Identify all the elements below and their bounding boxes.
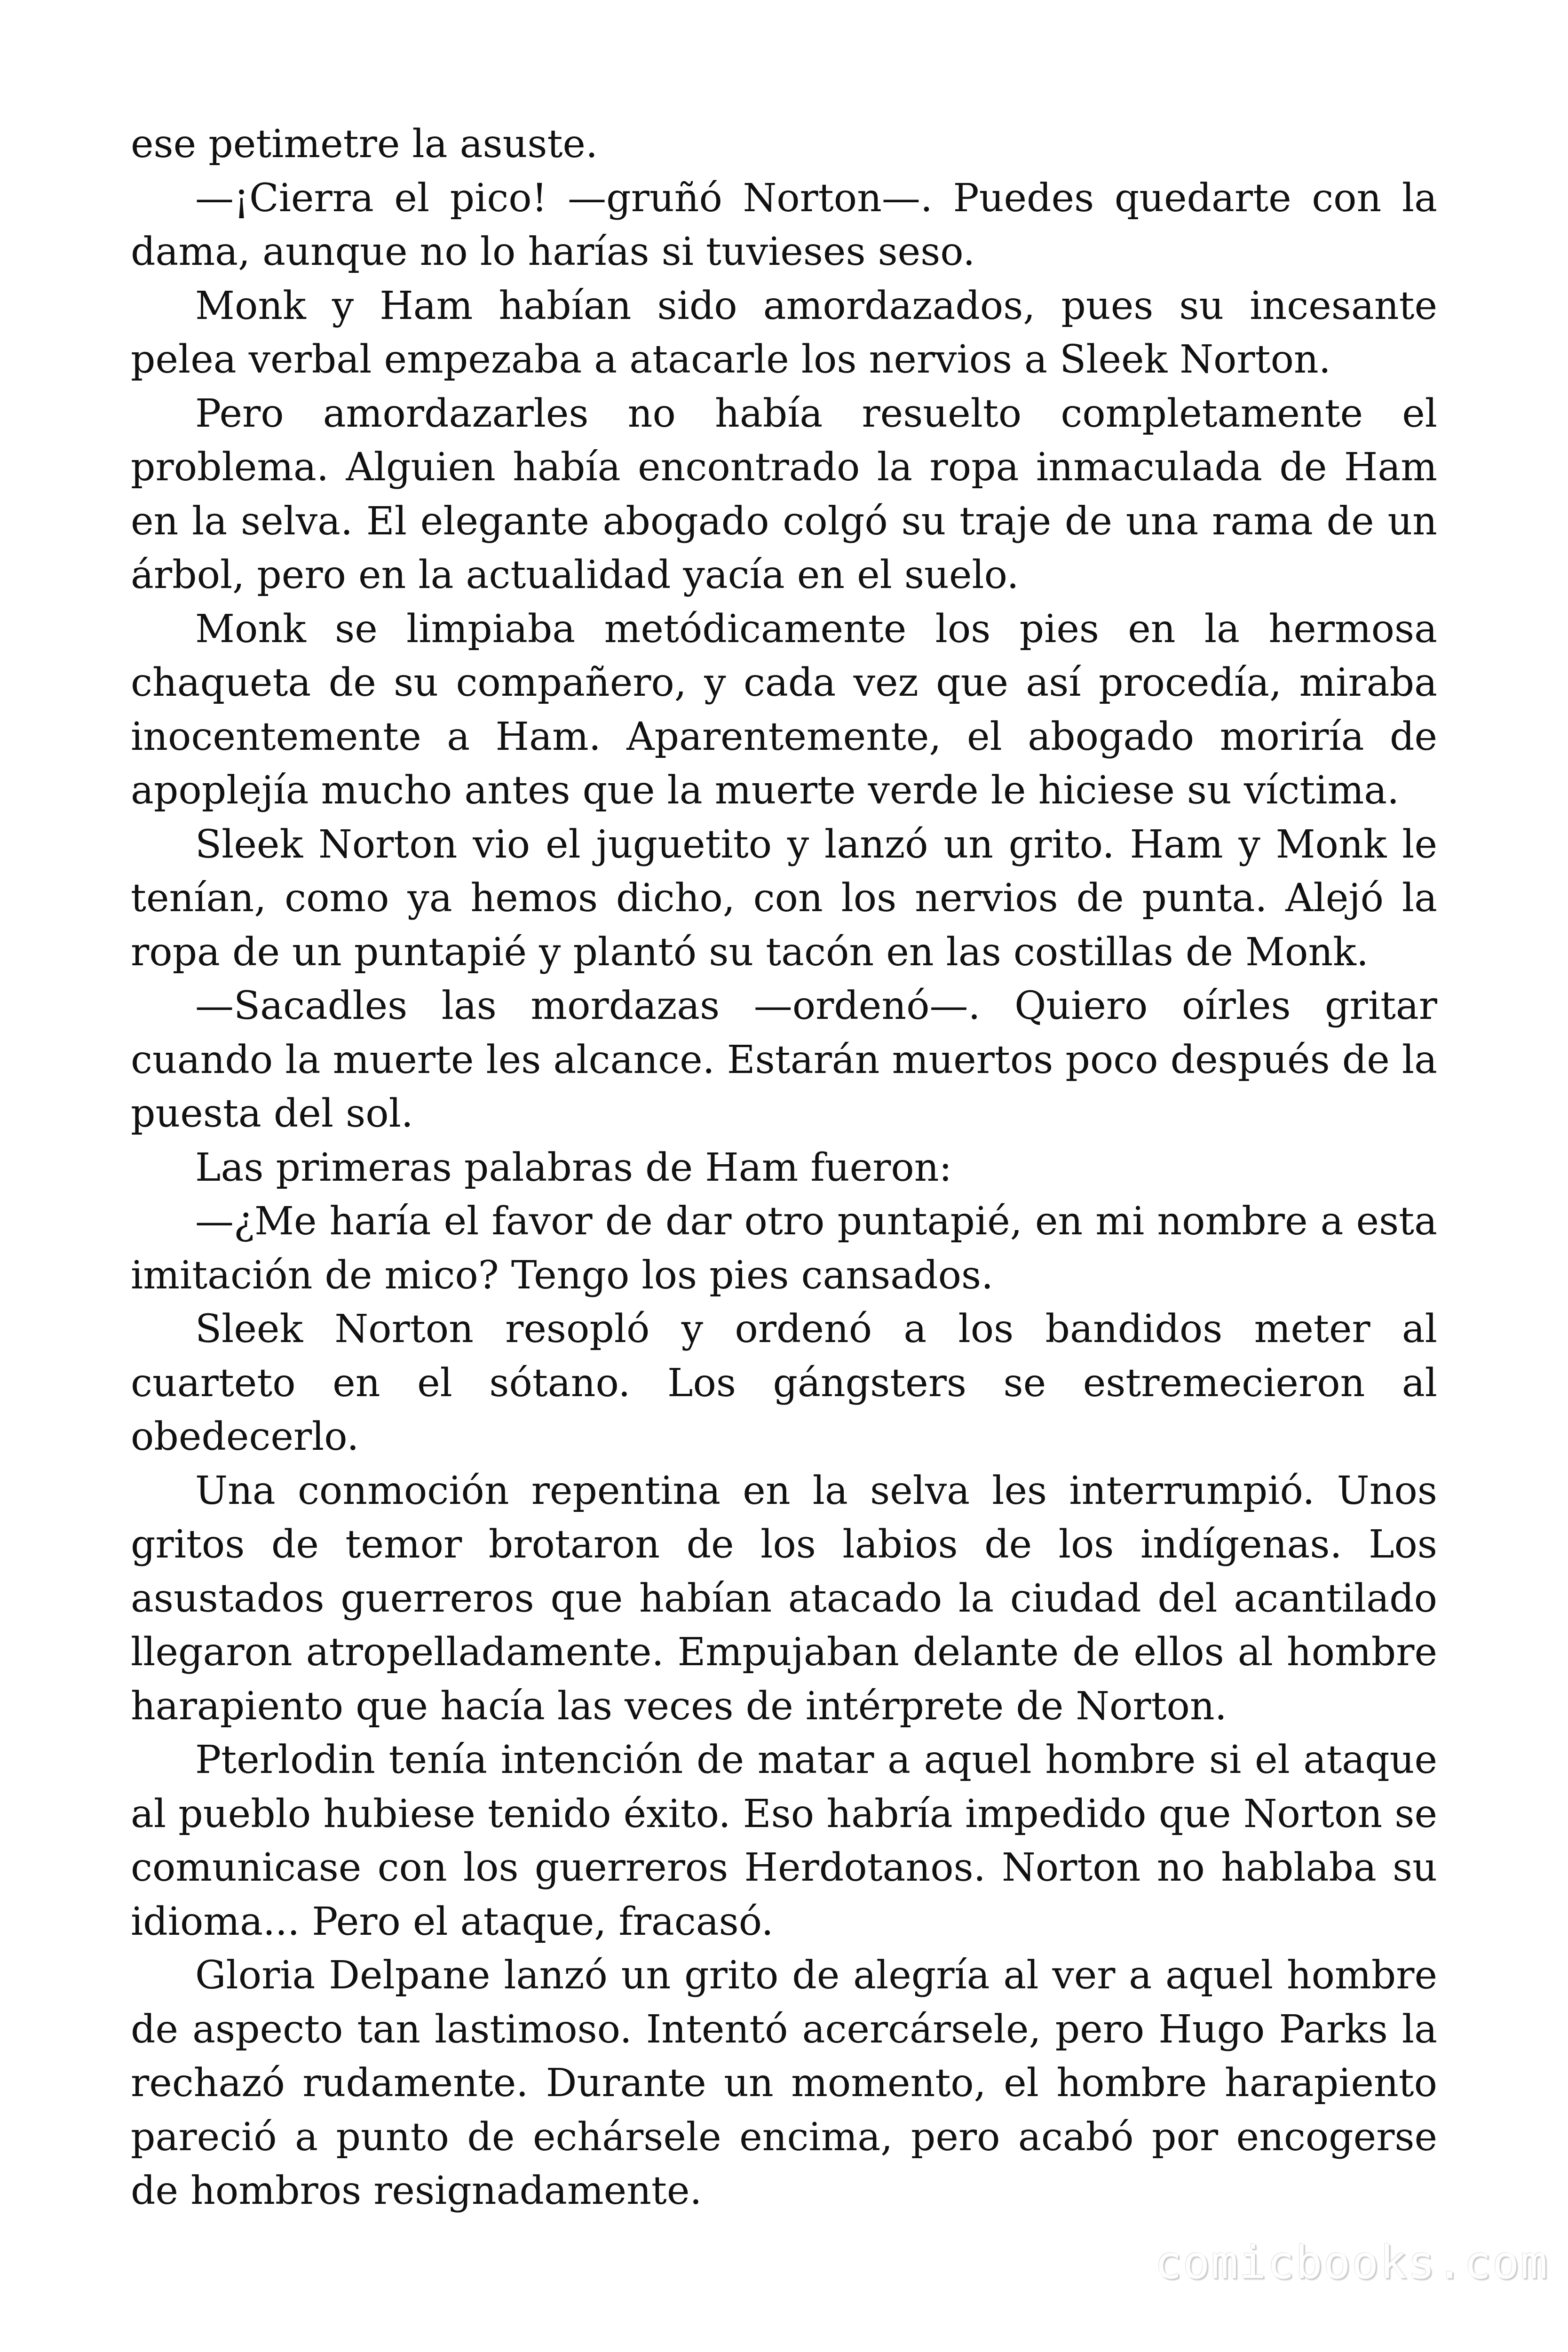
watermark: comicbooks.com [1155,2236,1549,2289]
paragraph: Pterlodin tenía intención de matar a aquel hombre si el ataque al pueblo hubiese tenido éxito. Eso habría impedido que Norton se comunicase con los guerreros Herdotanos. Norton no hablaba su idioma... Pero el ataque, fracasó. [131,1738,1437,1944]
paragraph: ese petimetre la asuste. [131,122,598,167]
paragraph: Las primeras palabras de Ham fueron: [195,1145,952,1190]
paragraph: Pero amordazarles no había resuelto completamente el problema. Alguien había encontrado la ropa inmaculada de Ham en la selva. El elegante abogado colgó su traje de una rama de un árbol, pero en la actualidad yacía en el suelo. [131,391,1437,597]
paragraph: Una conmoción repentina en la selva les interrumpió. Unos gritos de temor brotaron de los labios de los indígenas. Los asustados guerreros que habían atacado la ciudad del acantilado llegaron atropelladamente. Empujaban delante de ellos al hombre harapiento que hacía las veces de intérprete de Norton. [131,1468,1437,1729]
paragraph: —¿Me haría el favor de dar otro puntapié, en mi nombre a esta imitación de mico? Tengo los pies cansados. [131,1199,1437,1298]
paragraph: Sleek Norton vio el juguetito y lanzó un grito. Ham y Monk le tenían, como ya hemos dicho, con los nervios de punta. Alejó la ropa de un puntapié y plantó su tacón en las costillas de Monk. [131,822,1437,975]
paragraph: Monk y Ham habían sido amordazados, pues su incesante pelea verbal empezaba a atacarle los nervios a Sleek Norton. [131,283,1437,382]
paragraph: Gloria Delpane lanzó un grito de alegría al ver a aquel hombre de aspecto tan lastimoso. Intentó acercársele, pero Hugo Parks la rechazó rudamente. Durante un momento, el hombre harapiento pareció a punto de echársele encima, pero acabó por encogerse de hombros resignadamente. [131,1953,1437,2213]
paragraph: Sleek Norton resopló y ordenó a los bandidos meter al cuarteto en el sótano. Los gángsters se estremecieron al obedecerlo. [131,1307,1437,1459]
page-body [131,118,1437,2234]
paragraph: —¡Cierra el pico! —gruñó Norton—. Puedes quedarte con la dama, aunque no lo harías si tuvieses seso. [131,175,1437,274]
paragraph: —Sacadles las mordazas —ordenó—. Quiero oírles gritar cuando la muerte les alcance. Estarán muertos poco después de la puesta del sol. [131,984,1437,1136]
paragraph: Monk se limpiaba metódicamente los pies en la hermosa chaqueta de su compañero, y cada vez que así procedía, miraba inocentemente a Ham. Aparentemente, el abogado moriría de apoplejía mucho antes que la muerte verde le hiciese su víctima. [131,606,1437,813]
